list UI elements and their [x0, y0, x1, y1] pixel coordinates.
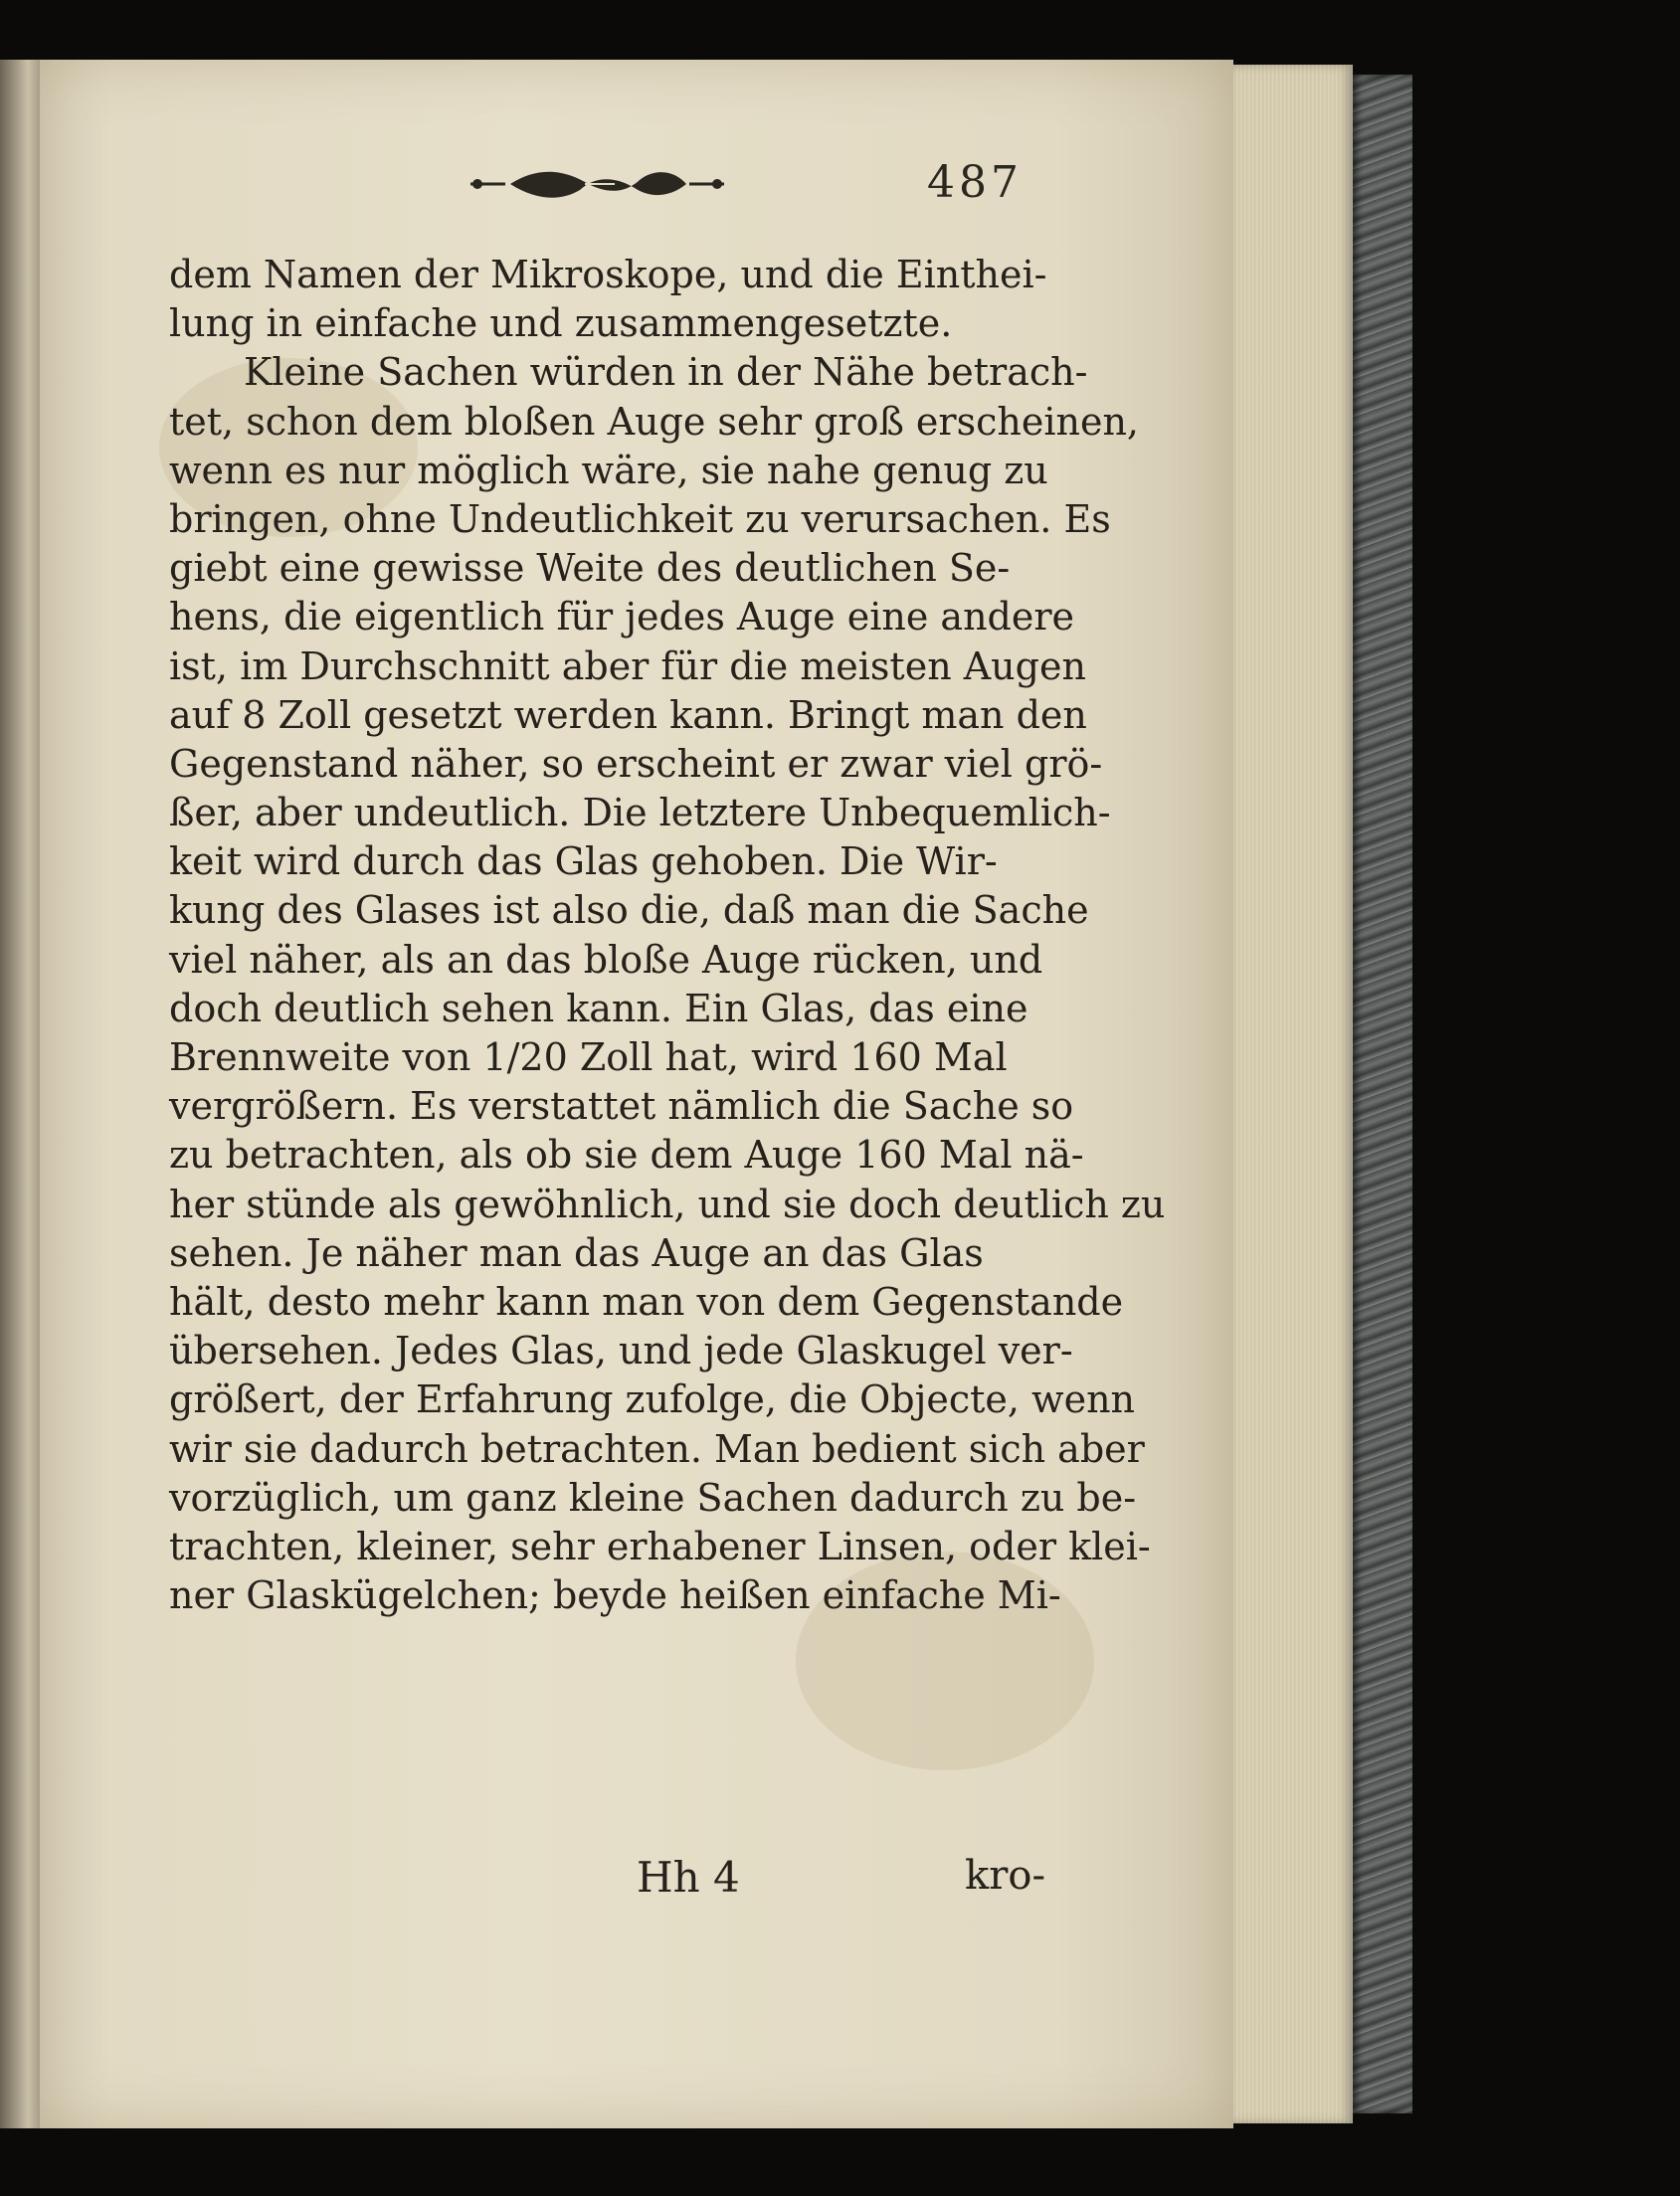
text-line: lung in einfache und zusammengesetzte.	[169, 301, 953, 346]
previous-page-edge	[0, 60, 40, 2128]
paragraph-start-line: Kleine Sachen würden in der Nähe betrach-	[244, 350, 1088, 395]
text-line: giebt eine gewisse Weite des deutlichen Se-	[169, 546, 1011, 591]
marbled-cover	[1353, 75, 1412, 2113]
text-line: hält, desto mehr kann man von dem Gegenstande	[169, 1279, 1124, 1324]
text-line: her stünde als gewöhnlich, und sie doch deutlich zu	[169, 1182, 1166, 1226]
text-line: dem Namen der Mikroskope, und die Einthei-	[169, 253, 1047, 296]
text-line: viel näher, als an das bloße Auge rücken, und	[169, 937, 1043, 982]
text-line: bringen, ohne Undeutlichkeit zu verursachen. Es	[169, 496, 1111, 541]
text-line: keit wird durch das Glas gehoben. Die Wir-	[169, 839, 998, 884]
text-line: größert, der Erfahrung zufolge, die Objecte, wenn	[169, 1377, 1136, 1422]
text-line: ßer, aber undeutlich. Die letztere Unbequemlich-	[169, 791, 1111, 835]
headpiece-ornament	[466, 164, 729, 204]
text-line: hens, die eigentlich für jedes Auge eine andere	[169, 595, 1075, 640]
text-line: kung des Glases ist also die, daß man die Sache	[169, 888, 1089, 933]
text-line: vorzüglich, um ganz kleine Sachen dadurch zu be-	[169, 1475, 1137, 1520]
text-line: wir sie dadurch betrachten. Man bedient sich aber	[169, 1426, 1145, 1471]
text-line: wenn es nur möglich wäre, sie nahe genug zu	[169, 448, 1048, 492]
body-text	[169, 251, 1166, 1620]
text-line: trachten, kleiner, sehr erhabener Linsen, oder klei-	[169, 1524, 1151, 1568]
text-line: vergrößern. Es verstattet nämlich die Sache so	[169, 1084, 1074, 1129]
page-number: 487	[927, 157, 1023, 208]
text-line: Brennweite von 1/20 Zoll hat, wird 160 Mal	[169, 1035, 1008, 1079]
catchword: kro-	[965, 1853, 1045, 1899]
text-line: auf 8 Zoll gesetzt werden kann. Bringt man den	[169, 692, 1087, 737]
text-line: ner Glaskügelchen; beyde heißen einfache Mi-	[169, 1573, 1061, 1618]
text-line: übersehen. Jedes Glas, und jede Glaskugel ver-	[169, 1329, 1073, 1373]
text-line: zu betrachten, als ob sie dem Auge 160 Mal nä-	[169, 1133, 1084, 1178]
text-line: doch deutlich sehen kann. Ein Glas, das eine	[169, 986, 1028, 1030]
signature-mark: Hh 4	[637, 1853, 740, 1902]
text-line: ist, im Durchschnitt aber für die meisten Augen	[169, 643, 1086, 688]
text-line: tet, schon dem bloßen Auge sehr groß erscheinen,	[169, 399, 1139, 444]
text-line: Gegenstand näher, so erscheint er zwar viel grö-	[169, 741, 1103, 786]
text-line: sehen. Je näher man das Auge an das Glas	[169, 1230, 984, 1275]
page-edges	[1233, 65, 1353, 2123]
